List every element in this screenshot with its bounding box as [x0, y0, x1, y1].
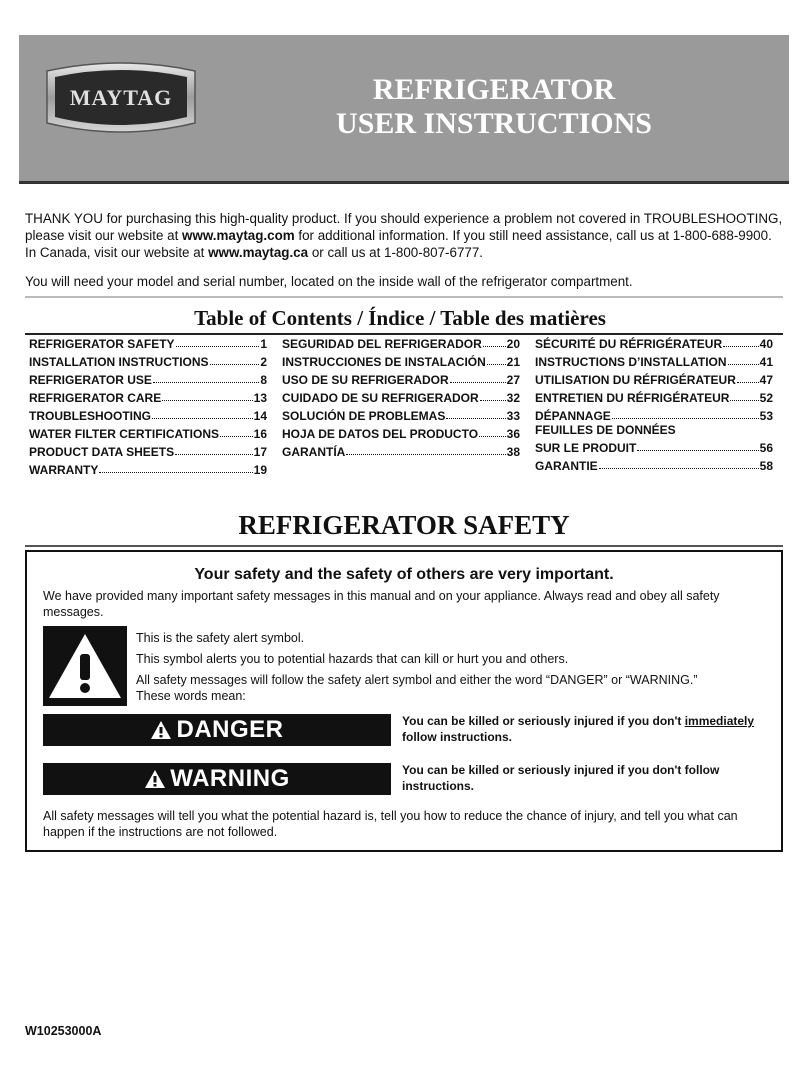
toc-entry[interactable]: INSTRUCCIONES DE INSTALACIÓN 21 — [282, 355, 520, 369]
toc-entry[interactable]: TROUBLESHOOTING 14 — [29, 409, 267, 423]
website-link-ca[interactable]: www.maytag.ca — [208, 245, 309, 260]
toc-entry[interactable]: FEUILLES DE DONNÉES SUR LE PRODUIT 56 — [535, 423, 773, 455]
section-title: REFRIGERATOR SAFETY — [238, 510, 570, 540]
part-number: W10253000A — [25, 1024, 102, 1038]
safety-intro: We have provided many important safety messages in this manual and on your appliance. Always read and obey all safety messages. — [43, 589, 720, 619]
toc-entry[interactable]: ENTRETIEN DU RÉFRIGÉRATEUR 52 — [535, 391, 773, 405]
website-link-us[interactable]: www.maytag.com — [182, 228, 295, 243]
toc-entry[interactable]: UTILISATION DU RÉFRIGÉRATEUR 47 — [535, 373, 773, 387]
toc-entry[interactable]: REFRIGERATOR CARE 13 — [29, 391, 267, 405]
toc-entry[interactable]: SEGURIDAD DEL REFRIGERADOR 20 — [282, 337, 520, 351]
toc-entry[interactable]: REFRIGERATOR SAFETY 1 — [29, 337, 267, 351]
svg-text:MAYTAG: MAYTAG — [69, 85, 173, 110]
alert-triangle-icon — [150, 720, 172, 740]
toc-column-spanish — [282, 333, 520, 459]
toc-entry[interactable]: WATER FILTER CERTIFICATIONS 16 — [29, 427, 267, 441]
document-title — [329, 73, 659, 141]
toc-column-english — [29, 333, 267, 477]
header-banner — [19, 35, 789, 181]
toc-entry[interactable]: GARANTIE 58 — [535, 459, 773, 473]
title-line-2: USER INSTRUCTIONS — [336, 107, 652, 140]
toc-entry[interactable]: CUIDADO DE SU REFRIGERADOR 32 — [282, 391, 520, 405]
toc-entry[interactable]: SOLUCIÓN DE PROBLEMAS 33 — [282, 409, 520, 423]
safety-headline: Your safety and the safety of others are very important. — [194, 566, 614, 583]
intro-paragraph-1: THANK YOU for purchasing this high-quality product. If you should experience a problem not covered in TROUBLESHOOTING, please visit our website at www.maytag.com for additional information. If you still need assistance, call us at 1-800-688-9900. In Canada, visit our website at www.maytag.ca or call us at 1-800-807-6777. — [25, 211, 783, 260]
header-rule — [19, 181, 789, 184]
divider — [25, 296, 783, 298]
title-line-1: REFRIGERATOR — [372, 73, 616, 106]
maytag-logo — [41, 57, 201, 139]
intro-paragraph-2: You will need your model and serial number, located on the inside wall of the refrigerator compartment. — [25, 274, 633, 289]
toc-entry[interactable]: USO DE SU REFRIGERADOR 27 — [282, 373, 520, 387]
toc-column-french — [535, 333, 773, 473]
safety-box — [25, 550, 783, 852]
toc-entry[interactable]: GARANTÍA 38 — [282, 445, 520, 459]
intro-text — [25, 210, 785, 290]
toc-entry[interactable]: INSTALLATION INSTRUCTIONS 2 — [29, 355, 267, 369]
danger-signal: DANGER — [43, 714, 391, 746]
safety-footer: All safety messages will tell you what the potential hazard is, tell you how to reduce the chance of injury, and tell you what can happen if the instructions are not followed. — [43, 809, 738, 839]
toc-entry[interactable]: PRODUCT DATA SHEETS 17 — [29, 445, 267, 459]
warning-signal: WARNING — [43, 763, 391, 795]
toc-entry[interactable]: INSTRUCTIONS D’INSTALLATION 41 — [535, 355, 773, 369]
toc-entry[interactable]: REFRIGERATOR USE 8 — [29, 373, 267, 387]
toc-entry[interactable]: WARRANTY 19 — [29, 463, 267, 477]
warning-description: You can be killed or seriously injured if you don't follow instructions. — [402, 763, 720, 793]
toc-entry[interactable]: SÉCURITÉ DU RÉFRIGÉRATEUR 40 — [535, 337, 773, 351]
toc-title: Table of Contents / Índice / Table des matières — [194, 306, 606, 330]
danger-description: You can be killed or seriously injured if you don't immediately follow instructions. — [402, 714, 755, 744]
section-rule — [25, 545, 783, 547]
alert-explanation: This is the safety alert symbol. This symbol alerts you to potential hazards that can kill or hurt you and others. All safety messages will follow the safety alert symbol and either the word “DANGER” or “WARNING.” These words mean: — [136, 631, 698, 703]
safety-alert-icon — [43, 626, 127, 706]
alert-triangle-icon — [144, 769, 166, 789]
toc-entry[interactable]: DÉPANNAGE 53 — [535, 409, 773, 423]
toc-entry[interactable]: HOJA DE DATOS DEL PRODUCTO 36 — [282, 427, 520, 441]
